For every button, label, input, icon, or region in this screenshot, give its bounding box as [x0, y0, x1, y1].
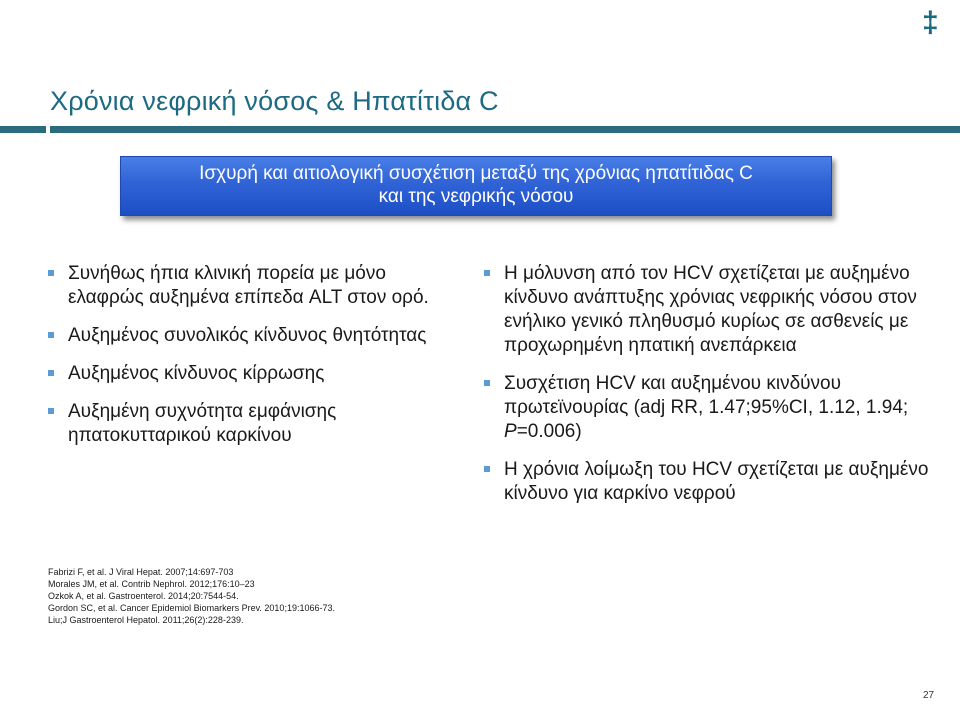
reference-item: Ozkok A, et al. Gastroenterol. 2014;20:7544-54. [48, 591, 239, 601]
left-bullet-text: Συνήθως ήπια κλινική πορεία με μόνο ελαφρώς αυξημένα επίπεδα ALT στον ορό. [68, 263, 429, 308]
page-number: 27 [923, 690, 935, 701]
summary-banner [120, 156, 832, 216]
right-bullet-text: Η χρόνια λοίμωξη του HCV σχετίζεται με αυξημένο κίνδυνο για καρκίνο νεφρού [504, 459, 929, 504]
title-rule-right [50, 126, 960, 133]
square-bullet-icon [48, 270, 54, 276]
reference-item: Fabrizi F, et al. J Viral Hepat. 2007;14:697-703 [48, 567, 234, 577]
reference-item: Morales JM, et al. Contrib Nephrol. 2012;176:10–23 [48, 579, 255, 589]
reference-item: Liu;J Gastroenterol Hepatol. 2011;26(2):228-239. [48, 615, 244, 625]
right-bullet-text [504, 373, 908, 442]
right-bullet-item [484, 262, 944, 358]
reference-item: Gordon SC, et al. Cancer Epidemiol Biomarkers Prev. 2010;19:1066-73. [48, 603, 335, 613]
left-bullet-text: Αυξημένη συχνότητα εμφάνισης ηπατοκυτταρικού καρκίνου [68, 401, 337, 446]
square-bullet-icon [48, 408, 54, 414]
references [48, 566, 335, 626]
right-bullet-list [484, 262, 944, 520]
right-bullet-item [484, 458, 944, 506]
left-bullet-list [48, 262, 438, 462]
right-bullet-text-part: Συσχέτιση HCV και αυξημένου κινδύνου πρωτεϊνουρίας (adj RR, 1.47;95%CI, 1.12, 1.94; [504, 373, 909, 418]
left-bullet-item [48, 324, 438, 348]
square-bullet-icon [484, 466, 490, 472]
left-bullet-item [48, 362, 438, 386]
right-bullet-text: Η μόλυνση από τον HCV σχετίζεται με αυξημένο κίνδυνο ανάπτυξης χρόνιας νεφρικής νόσου στον ενήλικο γενικό πληθυσμό κυρίως σε ασθενείς με προχωρημένη ηπατική ανεπάρκεια [504, 263, 917, 356]
square-bullet-icon [484, 380, 490, 386]
title-rule-left [0, 126, 46, 133]
banner-line-2: και της νεφρικής νόσου [378, 186, 574, 207]
square-bullet-icon [484, 270, 490, 276]
p-value-symbol: P [504, 421, 517, 442]
square-bullet-icon [48, 332, 54, 338]
left-bullet-item [48, 400, 438, 448]
banner-line-1: Ισχυρή και αιτιολογική συσχέτιση μεταξύ της χρόνιας ηπατίτιδας C [199, 163, 753, 184]
logo-icon: ‡ [922, 6, 939, 39]
left-bullet-text: Αυξημένος συνολικός κίνδυνος θνητότητας [68, 325, 427, 346]
square-bullet-icon [48, 370, 54, 376]
left-bullet-item [48, 262, 438, 310]
left-bullet-text: Αυξημένος κίνδυνος κίρρωσης [68, 363, 325, 384]
right-bullet-item [484, 372, 944, 444]
right-bullet-text-part: =0.006) [516, 421, 582, 442]
slide-title: Χρόνια νεφρική νόσος & Ηπατίτιδα C [50, 86, 499, 116]
